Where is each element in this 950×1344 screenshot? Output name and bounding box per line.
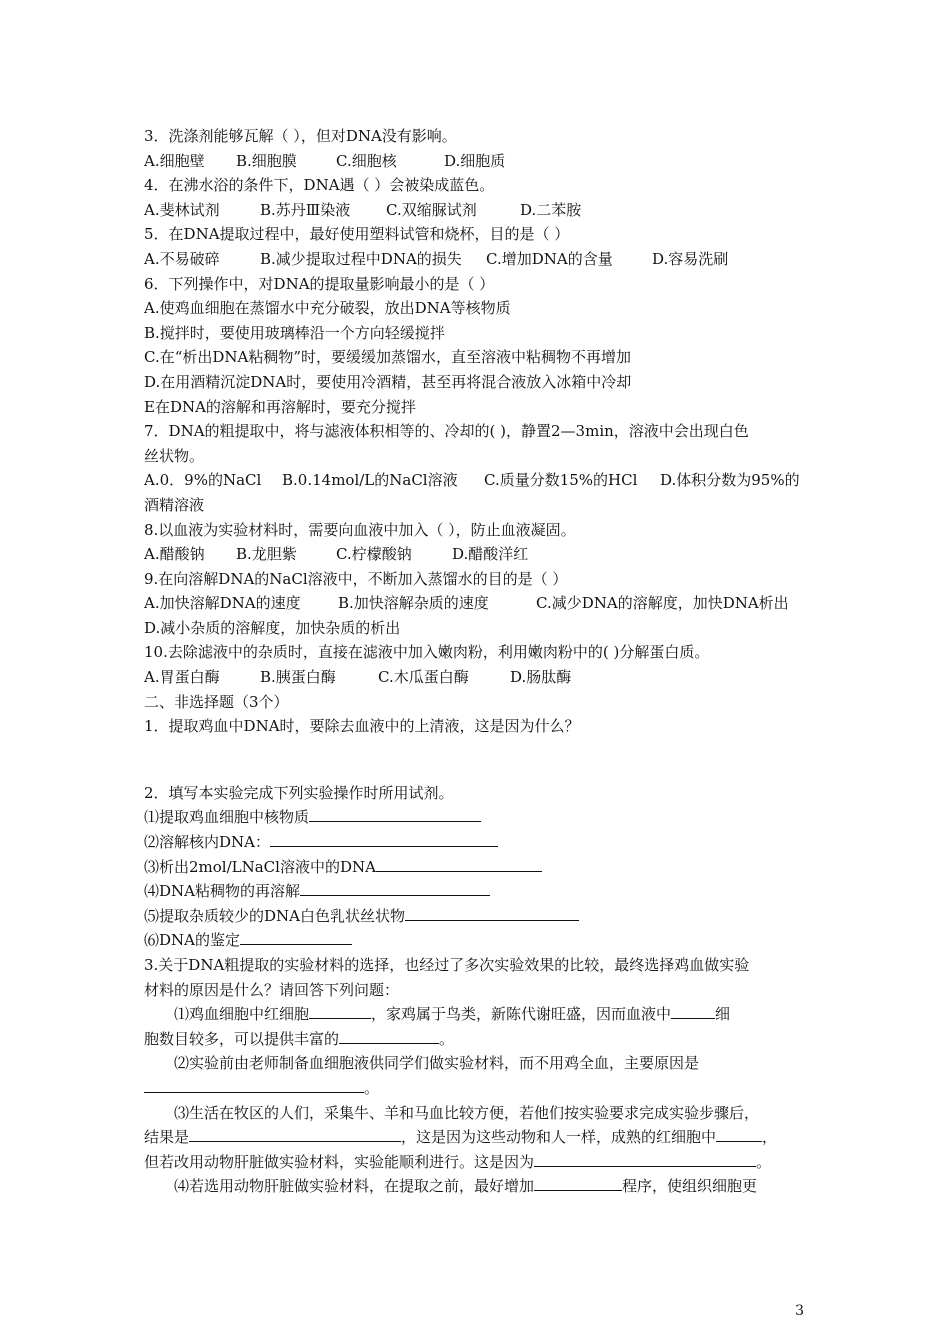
sub-question-text: 。 (364, 1078, 380, 1097)
reagent-item-4 (144, 879, 812, 904)
reagent-item-2 (144, 830, 812, 855)
answer-blank[interactable] (309, 805, 481, 822)
question-4-stem: 4．在沸水浴的条件下，DNA遇（ ）会被染成蓝色。 (144, 176, 495, 195)
answer-blank[interactable] (144, 1076, 364, 1093)
option-c: C.质量分数15%的HCl (484, 471, 638, 490)
item-label: ⑶析出2mol/LNaCl溶液中的DNA (144, 857, 376, 876)
sub-question-text: ，家鸡属于鸟类，新陈代谢旺盛，因而血液中 (371, 1005, 672, 1024)
nonchoice-question-3-stem-line2: 材料的原因是什么？请回答下列问题： (144, 980, 400, 999)
item-label: ⑵溶解核内DNA： (144, 833, 270, 852)
answer-space (144, 739, 812, 781)
question-6-option-d: D.在用酒精沉淀DNA时，要使用冷酒精，甚至再将混合液放入冰箱中冷却 (144, 372, 632, 391)
answer-blank[interactable] (270, 830, 498, 847)
sub-question-text: 。 (439, 1029, 455, 1048)
question-4-options (144, 198, 812, 223)
option-b: B.加快溶解杂质的速度 (338, 594, 489, 613)
sub-question-text: ⑷若选用动物肝脏做实验材料，在提取之前，最好增加 (174, 1177, 535, 1196)
item-label: ⑸提取杂质较少的DNA白色乳状丝状物 (144, 906, 405, 925)
sub-question-text: 。 (756, 1152, 772, 1171)
question-9-option-d: D.减小杂质的溶解度，加快杂质的析出 (144, 618, 401, 637)
question-6-option-b: B.搅拌时，要使用玻璃棒沿一个方向轻缓搅拌 (144, 323, 445, 342)
sub-question-text: ， (762, 1128, 778, 1147)
sub-question-2-line2 (144, 1076, 812, 1101)
reagent-item-3 (144, 855, 812, 880)
option-d: D.二苯胺 (520, 200, 582, 219)
question-8-options (144, 542, 812, 567)
sub-question-1-line2 (144, 1027, 812, 1052)
item-label: ⑹DNA的鉴定 (144, 931, 240, 950)
answer-blank[interactable] (339, 1027, 439, 1044)
answer-blank[interactable] (534, 1150, 756, 1167)
answer-blank[interactable] (716, 1125, 762, 1142)
question-7-options (144, 468, 812, 493)
sub-question-text: ⑴鸡血细胞中红细胞 (174, 1005, 310, 1024)
answer-blank[interactable] (309, 1002, 371, 1019)
question-3-stem: 3．洗涤剂能够瓦解（ ），但对DNA没有影响。 (144, 127, 457, 145)
option-d: D.细胞质 (444, 151, 506, 170)
nonchoice-question-1: 1．提取鸡血中DNA时，要除去血液中的上清液，这是因为什么？ (144, 717, 580, 736)
sub-question-4-line1 (144, 1174, 812, 1199)
option-c: C.细胞核 (336, 151, 397, 170)
question-3-options (144, 149, 812, 174)
option-d: D.醋酸洋红 (452, 545, 529, 564)
question-6-option-c: C.在“析出DNA粘稠物”时，要缓缓加蒸馏水，直至溶液中粘稠物不再增加 (144, 348, 632, 367)
option-b: B.胰蛋白酶 (260, 668, 336, 687)
question-7-options-line2: 酒精溶液 (144, 495, 205, 514)
sub-question-text: 细 (715, 1005, 731, 1024)
question-6-option-a: A.使鸡血细胞在蒸馏水中充分破裂，放出DNA等核物质 (144, 299, 511, 318)
option-a: A.0．9%的NaCl (144, 471, 262, 490)
sub-question-3-line3 (144, 1150, 812, 1175)
sub-question-text: 结果是 (144, 1128, 190, 1147)
question-9-stem: 9.在向溶解DNA的NaCl溶液中，不断加入蒸馏水的目的是（ ） (144, 569, 568, 588)
sub-question-text: ，这是因为这些动物和人一样，成熟的红细胞中 (401, 1128, 717, 1147)
question-8-stem: 8.以血液为实验材料时，需要向血液中加入（ ），防止血液凝固。 (144, 520, 576, 539)
option-a: A.细胞壁 (144, 151, 205, 170)
option-b: B.细胞膜 (236, 151, 297, 170)
option-d: D.肠肽酶 (510, 668, 572, 687)
question-7-stem-line2: 丝状物。 (144, 446, 205, 465)
answer-blank[interactable] (671, 1002, 715, 1019)
sub-question-3-line2 (144, 1125, 812, 1150)
document-body (144, 124, 812, 1199)
option-a: A.斐林试剂 (144, 200, 220, 219)
answer-blank[interactable] (405, 904, 579, 921)
option-a: A.醋酸钠 (144, 545, 205, 564)
nonchoice-question-2-stem: 2．填写本实验完成下列实验操作时所用试剂。 (144, 783, 454, 802)
nonchoice-question-3-stem-line1: 3.关于DNA粗提取的实验材料的选择，也经过了多次实验效果的比较，最终选择鸡血做实验 (144, 956, 750, 974)
option-a: A.胃蛋白酶 (144, 668, 220, 687)
sub-question-text: 但若改用动物肝脏做实验材料，实验能顺利进行。这是因为 (144, 1152, 535, 1171)
sub-question-2-line1: ⑵实验前由老师制备血细胞液供同学们做实验材料，而不用鸡全血，主要原因是 (174, 1054, 700, 1073)
reagent-item-6 (144, 928, 812, 953)
item-label: ⑷DNA粘稠物的再溶解 (144, 882, 300, 901)
question-5-options (144, 247, 812, 272)
section-heading: 二、非选择题（3个） (144, 692, 289, 711)
option-c: C.增加DNA的含量 (486, 249, 613, 268)
question-10-stem: 10.去除滤液中的杂质时，直接在滤液中加入嫩肉粉，利用嫩肉粉中的( )分解蛋白质。 (144, 643, 710, 662)
option-c: C.柠檬酸钠 (336, 545, 412, 564)
option-c: C.双缩脲试剂 (386, 200, 477, 219)
option-b: B.龙胆紫 (236, 545, 297, 564)
answer-blank[interactable] (240, 928, 352, 945)
option-a: A.不易破碎 (144, 249, 220, 268)
option-c: C.减少DNA的溶解度，加快DNA析出 (536, 594, 789, 613)
answer-blank[interactable] (189, 1125, 401, 1142)
option-b: B.0.14mol/L的NaCl溶液 (282, 471, 458, 490)
option-d: D.体积分数为95%的 (660, 471, 800, 490)
question-7-stem-line1: 7．DNA的粗提取中，将与滤液体积相等的、冷却的( )，静置2—3min，溶液中会出现白色 (144, 422, 749, 441)
sub-question-text: 胞数目较多，可以提供丰富的 (144, 1029, 340, 1048)
page-number: 3 (795, 1303, 804, 1319)
question-5-stem: 5．在DNA提取过程中，最好使用塑料试管和烧杯，目的是（ ） (144, 225, 570, 244)
question-6-stem: 6．下列操作中，对DNA的提取量影响最小的是（ ） (144, 274, 495, 293)
question-9-options (144, 591, 812, 616)
question-6-option-e: E在DNA的溶解和再溶解时，要充分搅拌 (144, 397, 416, 416)
sub-question-3-line1: ⑶生活在牧区的人们，采集牛、羊和马血比较方便，若他们按实验要求完成实验步骤后， (174, 1103, 760, 1122)
reagent-item-1 (144, 805, 812, 830)
option-b: B.减少提取过程中DNA的损失 (260, 249, 462, 268)
sub-question-text: 程序，使组织细胞更 (622, 1177, 758, 1196)
sub-question-1-line1 (144, 1002, 812, 1027)
reagent-item-5 (144, 904, 812, 929)
question-10-options (144, 665, 812, 690)
item-label: ⑴提取鸡血细胞中核物质 (144, 808, 310, 827)
option-b: B.苏丹Ⅲ染液 (260, 200, 351, 219)
answer-blank[interactable] (376, 855, 542, 872)
answer-blank[interactable] (534, 1174, 622, 1191)
option-d: D.容易洗刷 (652, 249, 729, 268)
answer-blank[interactable] (300, 879, 490, 896)
option-a: A.加快溶解DNA的速度 (144, 594, 301, 613)
option-c: C.木瓜蛋白酶 (378, 668, 469, 687)
